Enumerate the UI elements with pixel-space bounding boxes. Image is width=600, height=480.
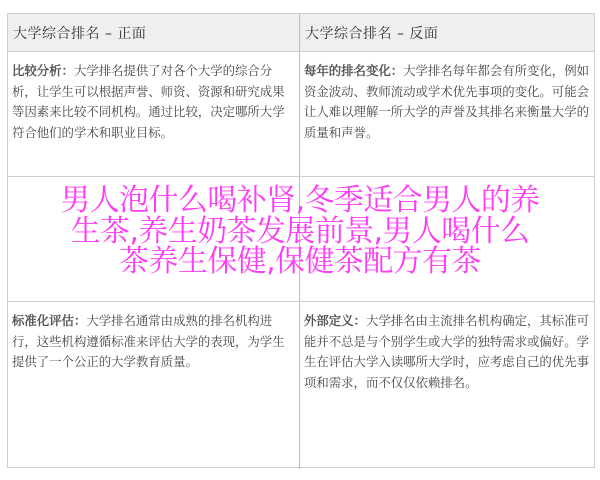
cell-label: 每年的排名变化： [304, 63, 404, 78]
header-cons: 大学综合排名 – 反面 [300, 14, 594, 51]
overlay-line: 茶养生保健,保健茶配方有茶 [119, 244, 481, 279]
cell-yearly-change [300, 52, 594, 176]
cell-comparison [8, 52, 299, 176]
cell-text: 大学排名提供了对各个大学的综合分析，让学生可以根据声誉、师资、资源和研究成果等因素来比较不同机构。通过比较，决定哪所大学符合他们的学术和职业目标。 [12, 63, 285, 140]
cell-hidden-left [8, 177, 299, 301]
cell-text: 大学排名每年都会有所变化，例如资金波动、教师流动或学术优先事项的变化。可能会让人难以理解一所大学的声誉及其排名来衡量大学的质量和声誉。 [304, 63, 589, 140]
cell-external [300, 302, 594, 469]
cell-label: 标准化评估： [12, 313, 87, 328]
cell-label: 外部定义： [304, 313, 366, 328]
cell-text: 大学排名通常由成熟的排名机构进行，这些机构遵循标准来评估大学的表现，为学生提供了一个公正的大学教育质量。 [12, 313, 285, 369]
cell-standardized [8, 302, 299, 469]
cell-text: 大学排名由主流排名机构确定，其标准可能并不总是与个别学生或大学的独特需求或偏好。学生在评估大学入读哪所大学时，应考虑自己的优先事项和需求，而不仅仅依赖排名。 [304, 313, 589, 390]
overlay-line: 生茶,养生奶茶发展前景,男人喝什么 [70, 213, 530, 249]
cell-hidden-right [300, 177, 594, 301]
header-pros: 大学综合排名 – 正面 [8, 14, 299, 51]
overlay-line: 男人泡什么喝补肾,冬季适合男人的养 [60, 183, 540, 218]
comparison-table [7, 13, 595, 468]
cell-label: 比较分析： [12, 63, 74, 78]
